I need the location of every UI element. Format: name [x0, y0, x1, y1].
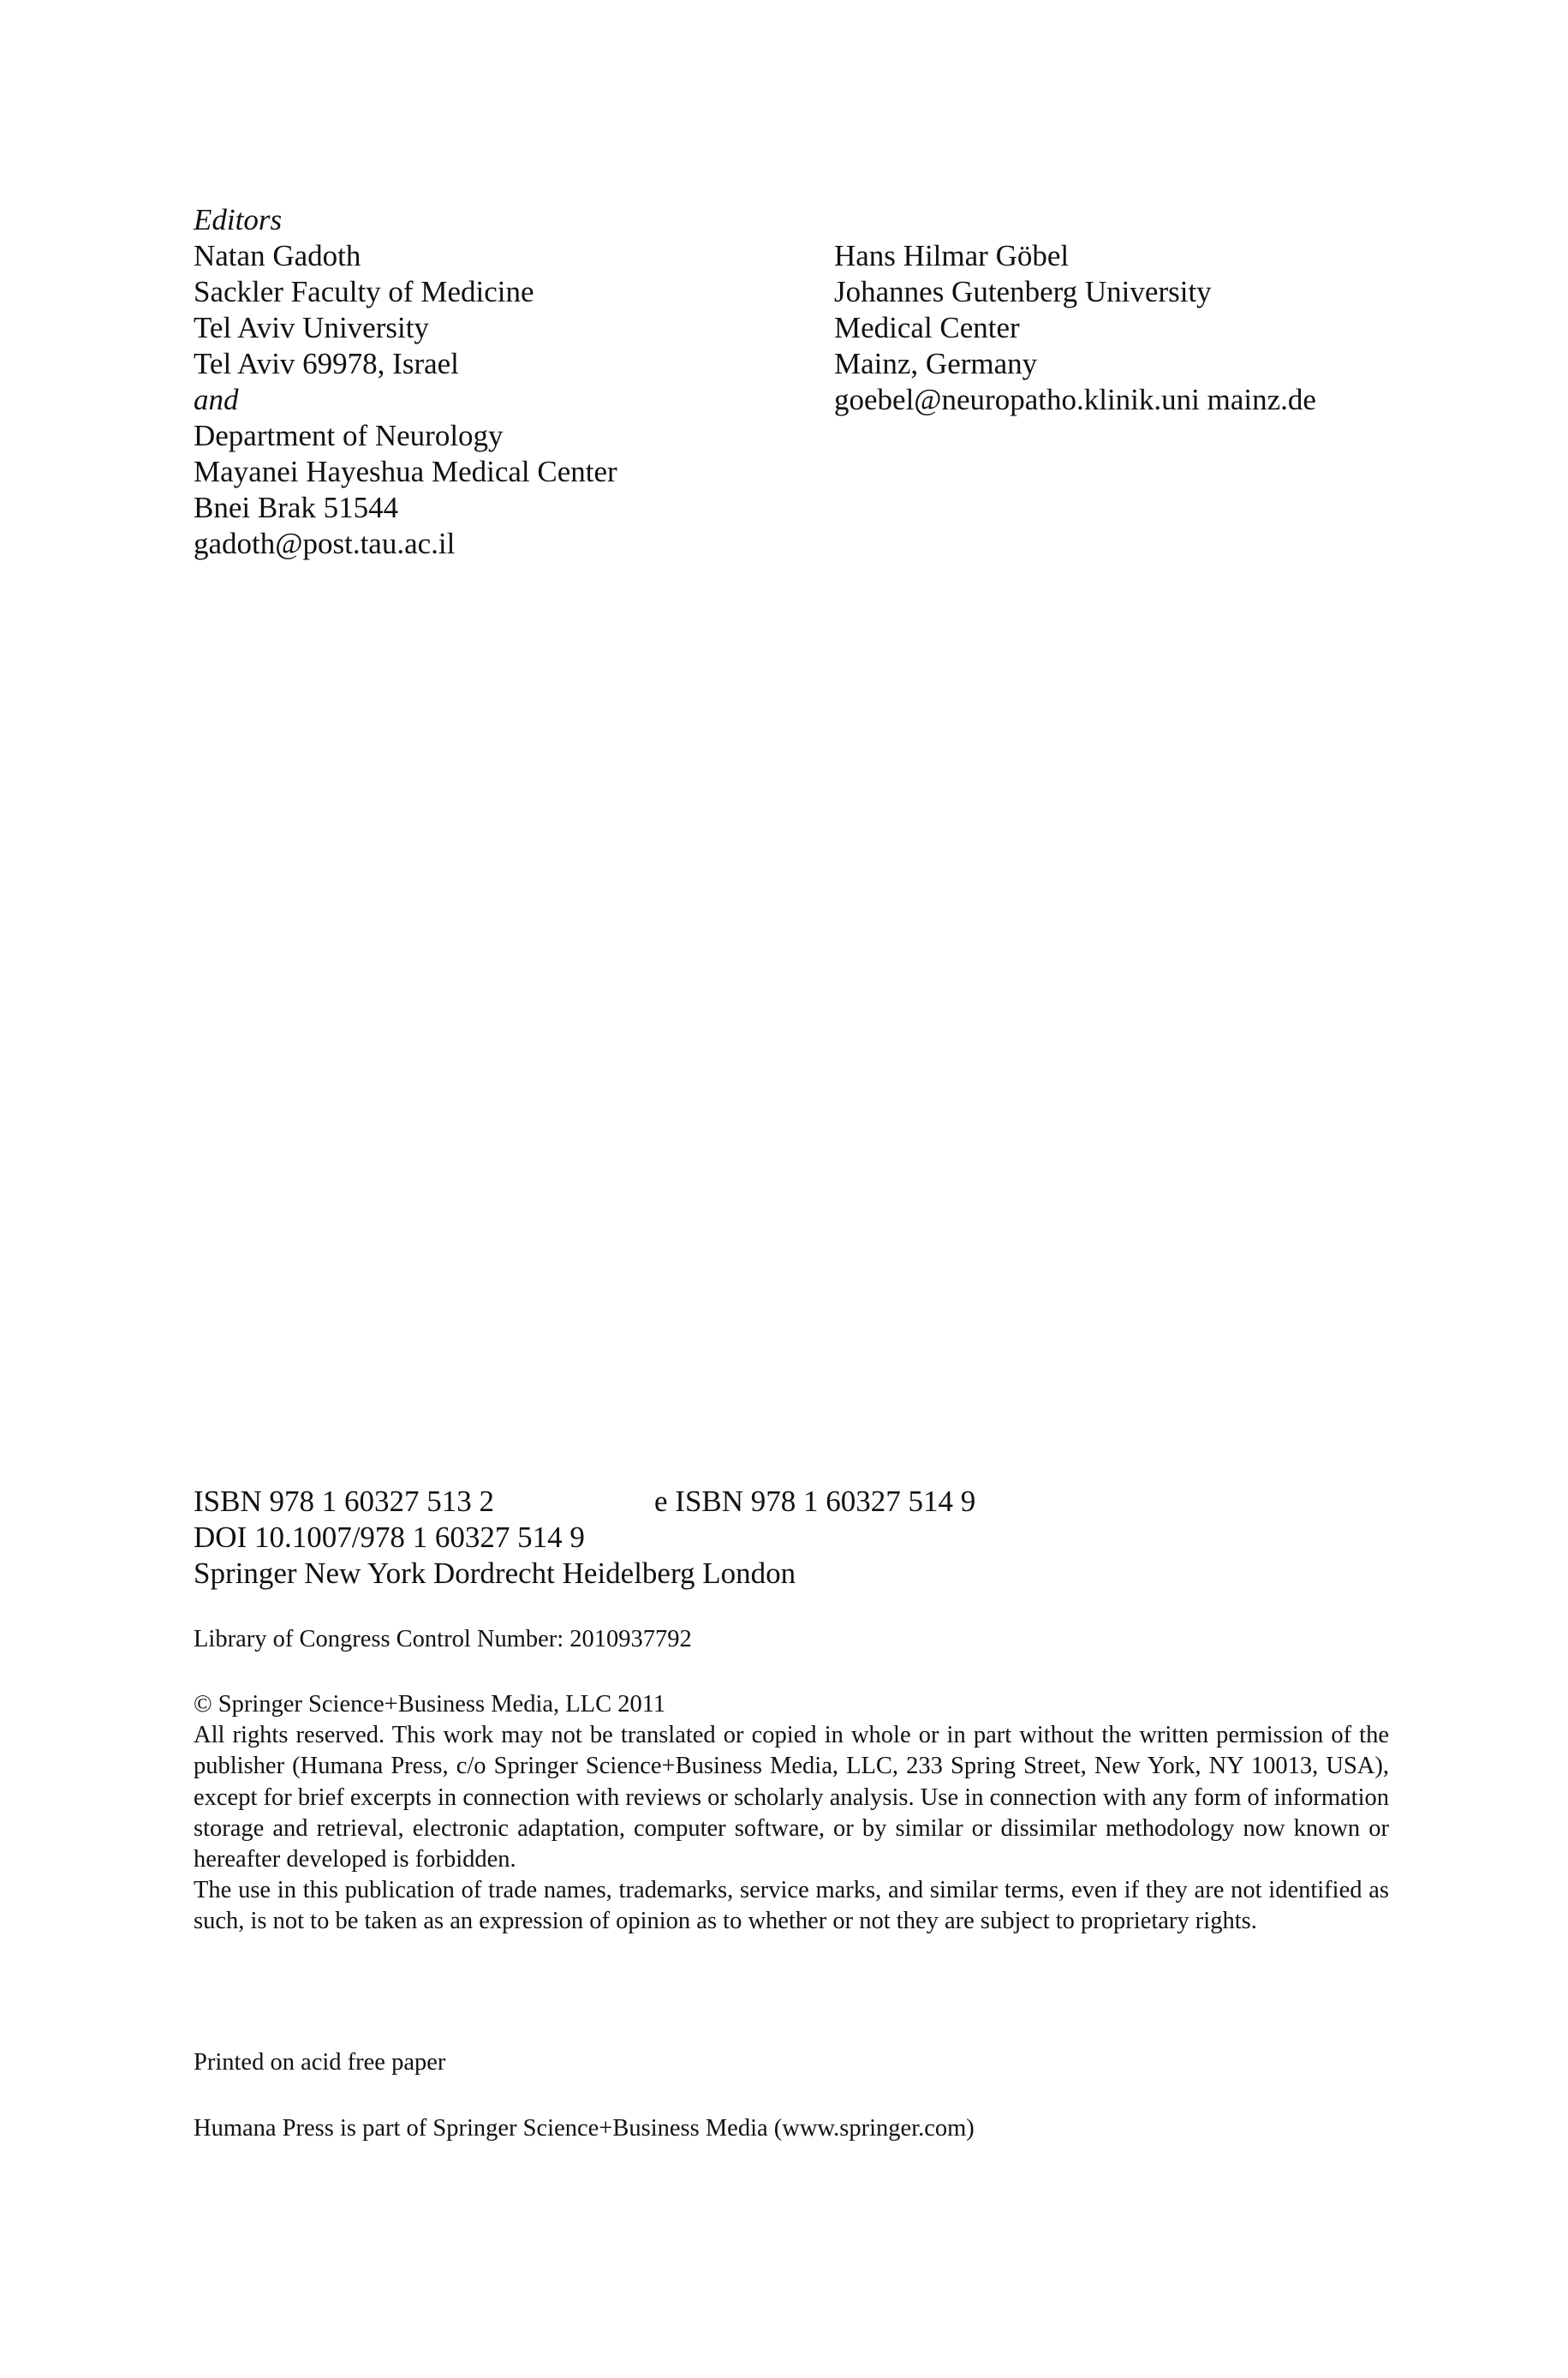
address-line: Mainz, Germany — [834, 347, 1038, 380]
identifiers-block — [194, 1484, 976, 1592]
affiliation-line: Sackler Faculty of Medicine — [194, 275, 534, 308]
email-gadoth[interactable]: gadoth@post.tau.ac.il — [194, 527, 456, 560]
editor-gobel-block — [834, 238, 1316, 418]
lccn: Library of Congress Control Number: 2010937792 — [194, 1626, 692, 1652]
affiliation-line: Tel Aviv University — [194, 311, 429, 344]
trademarks-paragraph: The use in this publication of trade names, trademarks, service marks, and similar terms, even if they are not identified as such, is not to be taken as an expression of opinion as to whether or not they are subject to proprietary rights. — [194, 1877, 1389, 1935]
printed-note: Printed on acid free paper — [194, 2049, 446, 2076]
editor-gadoth-block — [194, 238, 617, 562]
address-line: Bnei Brak 51544 — [194, 491, 399, 524]
affiliation-line: Department of Neurology — [194, 419, 504, 452]
email-gobel[interactable]: goebel@neuropatho.klinik.uni mainz.de — [834, 383, 1316, 416]
editor-name: Natan Gadoth — [194, 239, 361, 272]
affiliation-line: Johannes Gutenberg University — [834, 275, 1212, 308]
isbn: ISBN 978 1 60327 513 2 — [194, 1485, 494, 1518]
doi: DOI 10.1007/978 1 60327 514 9 — [194, 1521, 585, 1554]
conjunction-and: and — [194, 383, 239, 416]
editors-heading: Editors — [194, 203, 283, 236]
affiliation-line: Medical Center — [834, 311, 1020, 344]
publisher-note: Humana Press is part of Springer Science+Business Media (www.springer.com) — [194, 2115, 975, 2142]
editor-name: Hans Hilmar Göbel — [834, 239, 1070, 272]
copyright-block — [194, 1689, 1389, 1938]
copyright-line: © Springer Science+Business Media, LLC 2011 — [194, 1691, 666, 1718]
eisbn: e ISBN 978 1 60327 514 9 — [654, 1485, 976, 1518]
publisher-locations: Springer New York Dordrecht Heidelberg London — [194, 1556, 796, 1590]
isbn-row — [194, 1484, 976, 1520]
address-line: Tel Aviv 69978, Israel — [194, 347, 459, 380]
affiliation-line: Mayanei Hayeshua Medical Center — [194, 455, 617, 488]
rights-paragraph: All rights reserved. This work may not be translated or copied in whole or in part without the written permission of the publisher (Humana Press, c/o Springer Science+Business Media, LLC, 233 Spring Street, New York, NY 10013, USA), except for brief excerpts in connection with reviews or scholarly analysis. Use in connection with any form of information storage and retrieval, electronic adaptation, computer software, or by similar or dissimilar methodology now known or hereafter developed is forbidden. — [194, 1722, 1389, 1873]
